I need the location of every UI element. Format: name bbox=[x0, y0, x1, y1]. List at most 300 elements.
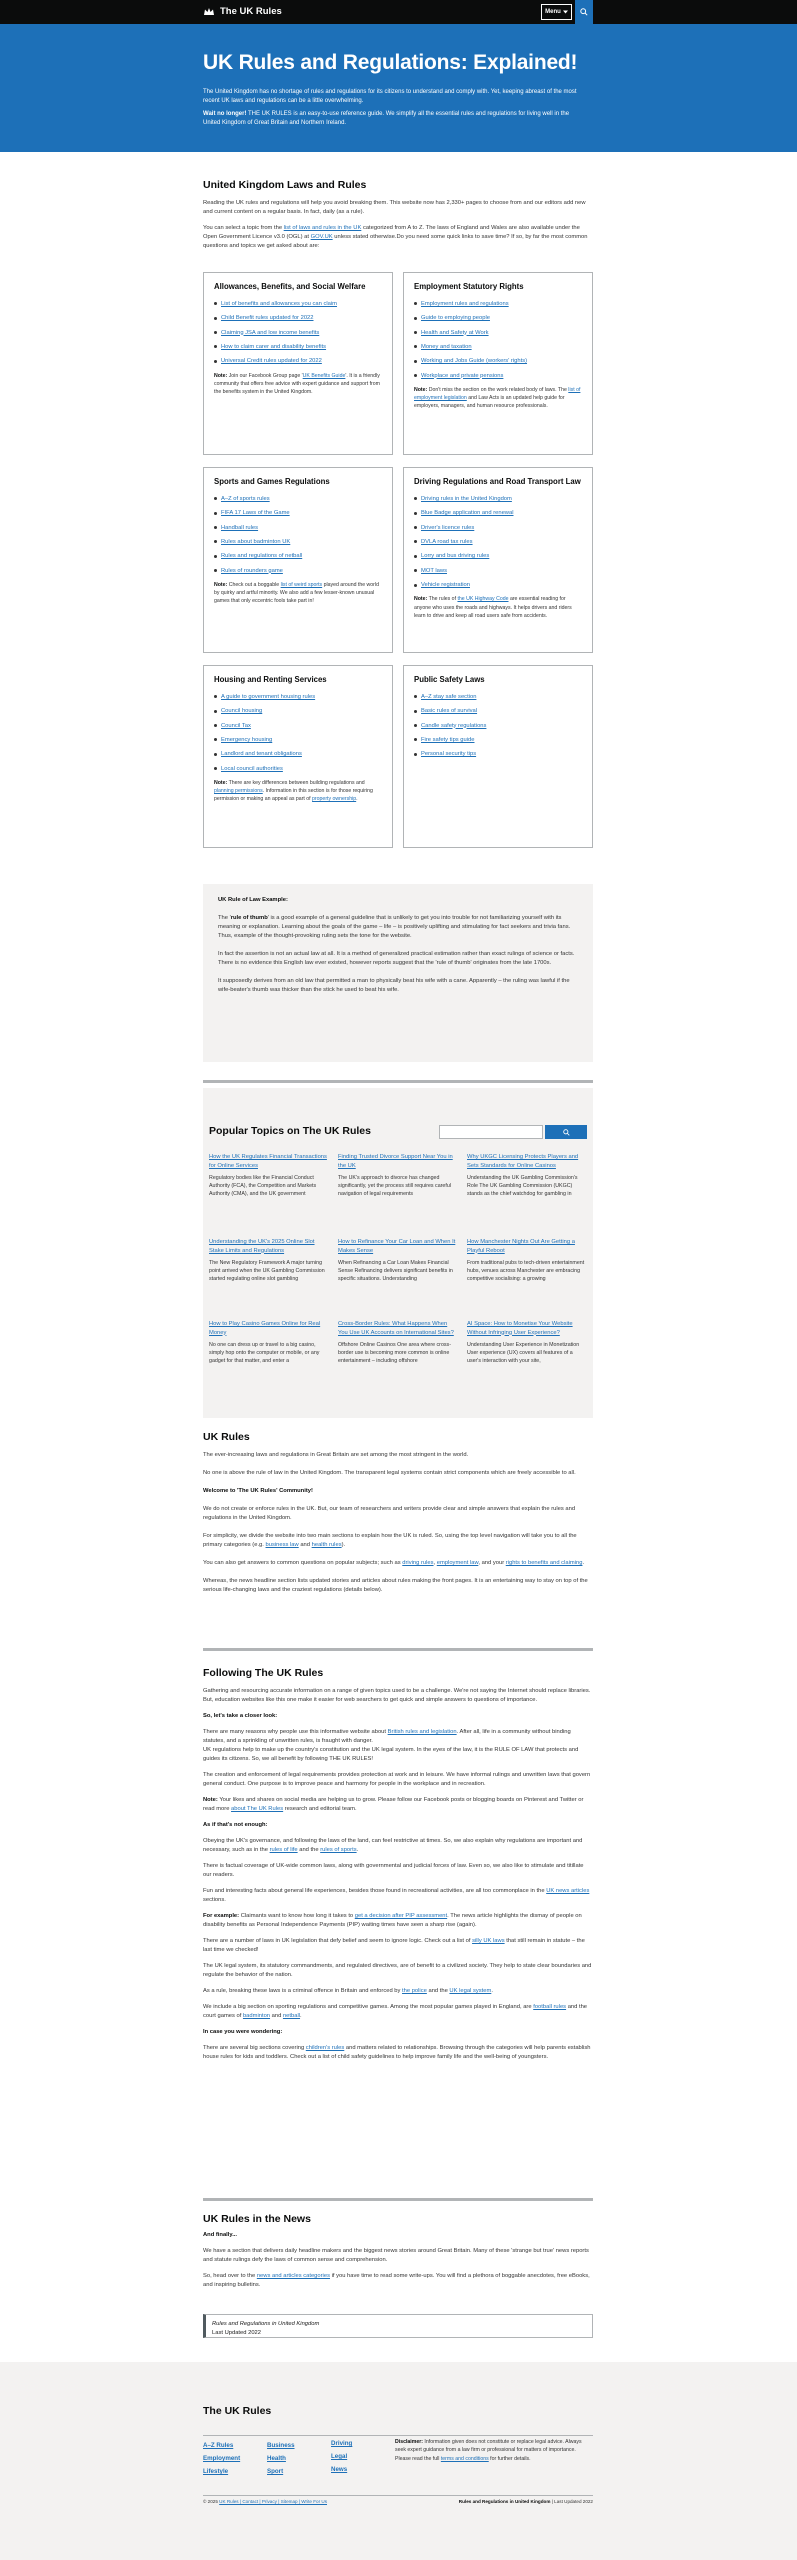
card-link[interactable]: Claiming JSA and low income benefits bbox=[221, 329, 320, 336]
topic-link[interactable]: Cross-Border Rules: What Happens When You Use UK Accounts on International Sites? bbox=[338, 1321, 454, 1336]
list-item bbox=[414, 538, 582, 546]
driving-rules-link[interactable]: driving rules bbox=[402, 1560, 434, 1567]
employment-law-link[interactable]: employment law bbox=[436, 1560, 479, 1567]
topic-desc: No one can dress up or travel to a big casino, simply hop onto the computer or mobile, or any gadget for that matter, and enter a bbox=[209, 1342, 320, 1365]
card-link[interactable]: Rules of rounders game bbox=[221, 567, 283, 574]
divider bbox=[203, 2495, 593, 2496]
list-item bbox=[214, 314, 382, 322]
list-item bbox=[414, 372, 582, 380]
card-link[interactable]: Vehicle registration bbox=[421, 582, 470, 589]
list-item bbox=[414, 707, 582, 715]
card-housing bbox=[203, 665, 393, 848]
topic-link[interactable]: Why UKGC Licensing Protects Players and Sets Standards for Online Casinos bbox=[467, 1154, 579, 1169]
text: . The news article highlights the dismay of people on disability benefits as Personal Independence Payments (PIP) waiting times have seen a sharp rise (again). bbox=[203, 1912, 582, 1928]
crown-icon bbox=[203, 7, 215, 16]
topic-item bbox=[209, 1238, 327, 1313]
list-item bbox=[414, 722, 582, 730]
news-categories-link[interactable]: news and articles categories bbox=[256, 2273, 330, 2280]
text: You can select a topic from the bbox=[203, 225, 284, 232]
topic-item bbox=[467, 1320, 585, 1365]
list-item bbox=[214, 509, 382, 517]
text: are essential reading for anyone who uses the roads and highways. It helps drivers and riders learn to drive and keep all road users safe from accidents. bbox=[414, 596, 572, 619]
topic-item bbox=[467, 1238, 585, 1313]
topic-link[interactable]: How Manchester Nights Out Are Getting a Playful Reboot bbox=[467, 1239, 575, 1254]
card-link[interactable]: Personal security tips bbox=[421, 751, 477, 758]
list-item bbox=[414, 495, 582, 503]
card-link[interactable]: Council Tax bbox=[221, 722, 251, 729]
text: ). bbox=[341, 1542, 346, 1549]
card-link[interactable]: Blue Badge application and renewal bbox=[421, 510, 514, 517]
bold-text: And finally... bbox=[203, 2232, 238, 2239]
uk-rules-section bbox=[203, 1430, 593, 1604]
paragraph bbox=[203, 2028, 593, 2037]
topic-item bbox=[467, 1153, 585, 1231]
hero-banner bbox=[0, 24, 797, 152]
list-item bbox=[414, 736, 582, 744]
card-sports bbox=[203, 467, 393, 653]
legal-system-link[interactable]: UK legal system bbox=[449, 1987, 492, 1994]
card-title: Allowances, Benefits, and Social Welfare bbox=[214, 282, 366, 291]
list-item bbox=[414, 329, 582, 337]
list-item bbox=[214, 329, 382, 337]
list-item bbox=[214, 722, 382, 730]
footer-link[interactable]: A–Z Rules bbox=[203, 2442, 234, 2449]
paragraph bbox=[203, 1487, 593, 1496]
uk-rules-title: UK Rules bbox=[203, 1431, 250, 1443]
card-link[interactable]: Child Benefit rules updated for 2022 bbox=[221, 315, 314, 322]
text: . bbox=[300, 2012, 302, 2019]
news-title: UK Rules in the News bbox=[203, 2213, 311, 2225]
silly-laws-link[interactable]: silly UK laws bbox=[472, 1937, 505, 1944]
paragraph bbox=[203, 2044, 593, 2062]
paragraph: We do not create or enforce rules in the UK. But, our team of researchers and writers provide clear and simple answers that explain the rules and regulations in the United Kingdom. bbox=[203, 1506, 576, 1522]
footer-column bbox=[331, 2433, 395, 2477]
paragraph: There is factual coverage of UK-wide common laws, along with governmental and judicial forces of law. Even so, we also like to stimulate and titillate our readers. bbox=[203, 1863, 584, 1878]
football-link[interactable]: football rules bbox=[533, 2003, 567, 2010]
bold-text: As if that's not enough: bbox=[203, 1822, 268, 1829]
hero-intro: The United Kingdom has no shortage of rules and regulations for its citizens to understand and comply with. Yet, keeping abreast of the most recent UK laws and regulations can be a little overwhelming. bbox=[203, 89, 577, 105]
paragraph bbox=[203, 1821, 593, 1830]
paragraph: The creation and enforcement of legal requirements provides protection at work and in leisure. We have informal rulings and unwritten laws that govern general conduct. One purpose is to improve peace and harmony for people in the workplace and in recreation. bbox=[203, 1772, 591, 1788]
text: and the court games of bbox=[203, 2003, 588, 2019]
rule-of-law-title bbox=[218, 896, 578, 905]
card-link[interactable]: Money and taxation bbox=[421, 343, 472, 350]
card-link[interactable]: Driver's licence rules bbox=[421, 524, 475, 531]
list-item bbox=[414, 750, 582, 758]
paragraph: The ever-increasing laws and regulations in Great Britain are set among the most stringent in the world. bbox=[203, 1452, 469, 1459]
text: Your likes and shares on social media are helping us to grow. Please follow our Facebook posts or blogging boards on Pinterest and Twitter or read more bbox=[203, 1797, 584, 1813]
list-item bbox=[214, 357, 382, 365]
card-note bbox=[214, 581, 382, 605]
text: For simplicity, we divide the website into two main sections to explain how the UK is ruled. So, using the top level navigation will take you to all the primary categories (e.g. bbox=[203, 1533, 577, 1549]
text: Claimants want to know how long it takes to bbox=[239, 1912, 355, 1919]
bold-text: So, let's take a closer look: bbox=[203, 1713, 278, 1720]
card-title: Driving Regulations and Road Transport Law bbox=[414, 477, 581, 486]
topic-desc: Understanding the UK Gambling Commission's Role The UK Gambling Commission (UKGC) stands as the chief watchdog for gambling in bbox=[467, 1175, 578, 1198]
list-item bbox=[214, 300, 382, 308]
search-icon bbox=[580, 8, 588, 16]
brand-name: The UK Rules bbox=[220, 6, 282, 18]
text: for further details. bbox=[488, 2455, 531, 2462]
text: There are a number of laws in UK legislation that defy belief and seem to ignore logic. Check out a list of bbox=[203, 1937, 473, 1944]
text: . bbox=[582, 1560, 585, 1567]
card-link[interactable]: Local council authorities bbox=[221, 765, 283, 772]
text: Check out a boggable bbox=[227, 582, 281, 589]
list-item bbox=[414, 552, 582, 560]
text: Join our Facebook Group page ' bbox=[227, 372, 303, 379]
text: Obeying the UK's governance, and following the laws of the land, can feel restrictive at times. So, we also explain why regulations are important and necessary, such as in the bbox=[203, 1838, 583, 1854]
note-link[interactable]: the UK Highway Code bbox=[457, 596, 509, 603]
news-section bbox=[203, 2212, 593, 2297]
card-employment bbox=[403, 272, 593, 455]
last-updated-box bbox=[203, 2314, 593, 2338]
topic-item bbox=[338, 1320, 456, 1365]
text: , and your bbox=[478, 1560, 506, 1567]
about-link[interactable]: about The UK Rules bbox=[231, 1806, 284, 1813]
badminton-link[interactable]: badminton bbox=[242, 2012, 271, 2019]
list-item bbox=[214, 524, 382, 532]
paragraph bbox=[203, 1987, 593, 1996]
topic-link[interactable]: Understanding the UK's 2025 Online Slot Stake Limits and Regulations bbox=[209, 1239, 315, 1254]
paragraph: Gathering and resourcing accurate information on a range of given topics used to be a challenge. We're not saying the Internet should replace libraries. But, education websites like this one make it easier for web searchers to get quick and simple answers to questions of importance. bbox=[203, 1688, 591, 1704]
list-item bbox=[414, 693, 582, 701]
footer-nav bbox=[203, 2433, 395, 2477]
hero-text: THE UK RULES is an easy-to-use reference guide. We simplify all the essential rules and regulations for living well in the United Kingdom of Great Britain and Northern Ireland. bbox=[203, 111, 570, 127]
text: Fun and interesting facts about general life experiences, besides those found in recreational activities, are all too commonplace in the bbox=[203, 1887, 547, 1894]
card-link[interactable]: How to claim carer and disability benefits bbox=[221, 343, 327, 350]
topic-desc: From traditional pubs to tech-driven entertainment hubs, venues across Manchester are embracing competitive socialising: a growing bbox=[467, 1260, 585, 1283]
card-note bbox=[214, 372, 382, 396]
paragraph bbox=[203, 2231, 593, 2240]
footer-link[interactable]: Sport bbox=[267, 2467, 284, 2475]
benefits-link[interactable]: rights to benefits and claiming bbox=[505, 1560, 583, 1567]
text: As a rule, breaking these laws is a criminal offence in Britain and enforced by bbox=[203, 1987, 403, 1994]
pip-link[interactable]: get a decision after PIP assessment bbox=[354, 1912, 448, 1919]
card-note bbox=[214, 779, 382, 803]
paragraph bbox=[203, 1837, 593, 1855]
popular-search bbox=[439, 1125, 587, 1139]
list-item bbox=[214, 495, 382, 503]
text: The rules of bbox=[427, 596, 458, 603]
card-link[interactable]: A–Z of sports rules bbox=[221, 495, 270, 502]
card-link[interactable]: Emergency housing bbox=[221, 736, 273, 743]
divider bbox=[203, 2198, 593, 2201]
text: | Last Updated 2022 bbox=[550, 2499, 593, 2504]
card-link[interactable]: Lorry and bus driving rules bbox=[421, 553, 490, 560]
note-label: Note: bbox=[414, 387, 428, 394]
paragraph: The UK legal system, its statutory commandments, and regulated directives, are of benefit to a civilized society. They help to state clear boundaries and regulate the behavior of the nation. bbox=[203, 1962, 592, 1978]
topic-desc: The UK's approach to divorce has changed significantly, yet the process still requires careful navigation of legal requirements bbox=[338, 1175, 451, 1198]
search-icon bbox=[563, 1129, 570, 1136]
list-item bbox=[214, 567, 382, 575]
paragraph bbox=[203, 1796, 593, 1814]
card-link[interactable]: Rules about badminton UK bbox=[221, 538, 291, 545]
text: . bbox=[356, 796, 358, 803]
list-item bbox=[214, 750, 382, 758]
paragraph bbox=[203, 2003, 593, 2021]
text: , bbox=[433, 1560, 437, 1567]
card-title: Sports and Games Regulations bbox=[214, 477, 330, 486]
card-link[interactable]: A–Z stay safe section bbox=[421, 693, 477, 700]
text: '. It is a friendly community that offers free advice with expert guidance and support from the benefits system in the United Kingdom. bbox=[214, 372, 380, 395]
list-item bbox=[414, 509, 582, 517]
note-label: Note: bbox=[214, 582, 228, 589]
list-item bbox=[414, 357, 582, 365]
popular-title: Popular Topics on The UK Rules bbox=[209, 1125, 371, 1137]
footer-link[interactable]: Business bbox=[267, 2442, 295, 2449]
card-driving bbox=[403, 467, 593, 653]
laws-list-link[interactable]: list of laws and rules in the UK bbox=[283, 225, 362, 232]
bold-text: In case you were wondering: bbox=[203, 2028, 283, 2035]
text: that still remain in statute – the last time we checked! bbox=[203, 1937, 585, 1953]
note-label: Note: bbox=[414, 596, 428, 603]
paragraph: Whereas, the news headline section lists updated stories and articles about rules making the front pages. It is an entertaining way to stay on top of the serious life-changing laws and the craziest regulations (details below). bbox=[203, 1578, 588, 1594]
menu-label: Menu bbox=[545, 8, 561, 15]
card-note bbox=[414, 595, 582, 619]
rules-of-sports-link[interactable]: rules of sports bbox=[320, 1847, 357, 1854]
paragraph: UK regulations help to make up the country's constitution and the UK legal system. In the eyes of the law, it is the RULE OF LAW that protects and guides its citizens. So, we all benefit by following THE UK RULES! bbox=[203, 1747, 579, 1763]
rule-paragraph: In fact the assertion is not an actual law at all. It is a method of generalized practical estimation rather than exact rulings of science or facts. There is no evidence this English law ever existed, however reports suggest that the 'rule of thumb' originates from the late 1700s. bbox=[218, 950, 575, 966]
hero-paragraph bbox=[203, 110, 588, 128]
footer-link[interactable]: Lifestyle bbox=[203, 2467, 229, 2475]
text: There are several big sections covering bbox=[203, 2044, 306, 2051]
gov-uk-link[interactable]: GOV.UK bbox=[310, 234, 333, 241]
footer-column bbox=[203, 2433, 267, 2477]
list-item bbox=[214, 343, 382, 351]
topic-item bbox=[338, 1238, 456, 1313]
text: There are many reasons why people use this informative website about bbox=[203, 1729, 388, 1736]
card-public-safety bbox=[403, 665, 593, 848]
text: There are key differences between building regulations and bbox=[227, 780, 365, 787]
note-link[interactable]: planning permissions bbox=[214, 788, 263, 795]
card-link[interactable]: Candle safety regulations bbox=[421, 722, 487, 729]
list-item bbox=[414, 524, 582, 532]
topic-cards bbox=[203, 272, 593, 848]
text: . Information in this section is for those requiring permission or making an appeal as part of bbox=[214, 788, 373, 803]
topic-link[interactable]: AI Space: How to Monetise Your Website Without Infringing User Experience? bbox=[467, 1321, 573, 1336]
rule-paragraph bbox=[218, 914, 578, 941]
list-item bbox=[414, 314, 582, 322]
terms-link[interactable]: terms and conditions bbox=[440, 2455, 489, 2462]
card-link[interactable]: Fire safety tips guide bbox=[421, 736, 475, 743]
text: unless stated otherwise.Do you need some quick links to save time? If so, by far the most common questions and topics we get asked about are: bbox=[203, 234, 588, 250]
note-link[interactable]: list of employment legislation bbox=[414, 387, 581, 402]
netball-link[interactable]: netball bbox=[282, 2012, 301, 2019]
text: and bbox=[298, 1542, 312, 1549]
card-link[interactable]: Handball rules bbox=[221, 524, 259, 531]
footer-disclaimer bbox=[395, 2438, 593, 2463]
list-item bbox=[214, 552, 382, 560]
topic-link[interactable]: Finding Trusted Divorce Support Near You in the UK bbox=[338, 1154, 453, 1169]
bold-text: Note: bbox=[203, 1797, 218, 1804]
text: and the bbox=[426, 1987, 450, 1994]
card-link[interactable]: Landlord and tenant obligations bbox=[221, 751, 302, 758]
text: So, head over to the bbox=[203, 2273, 257, 2280]
rules-of-life-link[interactable]: rules of life bbox=[269, 1847, 298, 1854]
card-link[interactable]: Working and Jobs Guide (workers' rights) bbox=[421, 358, 528, 365]
list-item bbox=[214, 765, 382, 773]
footer-updated bbox=[447, 2499, 593, 2506]
note-link[interactable]: list of weird sports bbox=[280, 582, 323, 589]
divider bbox=[203, 1080, 593, 1083]
card-link[interactable]: Driving rules in the United Kingdom bbox=[421, 495, 512, 502]
card-link[interactable]: A guide to government housing rules bbox=[221, 693, 316, 700]
text: and the bbox=[297, 1847, 321, 1854]
popular-search-button[interactable] bbox=[545, 1125, 587, 1139]
paragraph: We have a section that delivers daily headline makers and the biggest news stories around Great Britain. Many of these 'strange but true' news reports and statute rulings defy the laws of common sense and comprehension. bbox=[203, 2248, 589, 2264]
updated-line: Rules and Regulations in United Kingdom bbox=[212, 2321, 320, 2327]
card-link[interactable]: Employment rules and regulations bbox=[421, 300, 509, 307]
footer-link[interactable]: Health bbox=[267, 2454, 286, 2462]
paragraph bbox=[203, 1712, 593, 1721]
text: The ' bbox=[218, 914, 231, 921]
site-header bbox=[0, 0, 797, 24]
text: © 2025 bbox=[203, 2499, 220, 2504]
note-label: Note: bbox=[214, 372, 228, 379]
list-item bbox=[214, 707, 382, 715]
text: played around the world by quirky and artful minority. We also add a few lesser-known unusual games that only eccentric fools take part in! bbox=[214, 582, 379, 605]
text: and matters related to relationships. Browsing through the categories will help parents establish house rules for kids and toddlers. Check out a list of child safety guidelines to help improve family life and the well-being of youngsters. bbox=[203, 2044, 591, 2060]
note-link[interactable]: property ownership bbox=[312, 796, 357, 803]
menu-button[interactable] bbox=[541, 4, 572, 20]
list-item bbox=[414, 343, 582, 351]
card-link[interactable]: Health and Safety at Work bbox=[421, 329, 489, 336]
card-link[interactable]: Rules and regulations of netball bbox=[221, 553, 303, 560]
topic-desc: Regulatory bodies like the Financial Conduct Authority (FCA), the Competition and Markets Authority (CMA), and the UK government bbox=[209, 1175, 317, 1198]
topic-desc: Understanding User Experience in Monetization User experience (UX) covers all features of a user's interaction with your site, bbox=[467, 1342, 580, 1365]
health-rules-link[interactable]: health rules bbox=[311, 1542, 342, 1549]
note-link[interactable]: UK Benefits Guide bbox=[302, 372, 346, 379]
title-text: UK Rule of Law Example: bbox=[218, 897, 288, 903]
footer-column bbox=[267, 2433, 331, 2477]
topic-desc: Offshore Online Casinos One area where cross-border use is becoming more common is online entertainment – including offshore bbox=[338, 1342, 451, 1365]
card-link[interactable]: Workplace and private pensions bbox=[421, 372, 504, 379]
paragraph bbox=[203, 1937, 593, 1955]
card-link[interactable]: Basic rules of survival bbox=[421, 708, 478, 715]
topic-link[interactable]: How to Play Casino Games Online for Real Money bbox=[209, 1321, 321, 1336]
footer-link[interactable]: News bbox=[331, 2465, 348, 2473]
list-item bbox=[414, 300, 582, 308]
paragraph bbox=[203, 1532, 593, 1550]
chevron-down-icon bbox=[563, 10, 568, 14]
card-link[interactable]: List of benefits and allowances you can claim bbox=[221, 300, 338, 307]
text: . After all, life in a community without binding statutes, and a sprinkling of unwritten rules, is fraught with danger. bbox=[203, 1729, 571, 1745]
bold-text: For example: bbox=[203, 1912, 240, 1919]
bold-text: rule of thumb bbox=[230, 914, 268, 921]
footer-link[interactable]: Driving bbox=[331, 2440, 353, 2447]
topic-item bbox=[338, 1153, 456, 1231]
text: sections. bbox=[203, 1896, 226, 1903]
card-link[interactable]: Universal Credit rules updated for 2022 bbox=[221, 358, 322, 365]
text: You can also get answers to common questions on popular subjects; such as bbox=[203, 1560, 403, 1567]
card-link[interactable]: MOT laws bbox=[421, 567, 447, 574]
note-label: Note: bbox=[214, 780, 228, 787]
card-link[interactable]: Council housing bbox=[221, 708, 263, 715]
card-link[interactable]: Guide to employing people bbox=[421, 315, 490, 322]
card-benefits bbox=[203, 272, 393, 455]
card-title: Public Safety Laws bbox=[414, 675, 485, 684]
text: . bbox=[356, 1847, 359, 1854]
topic-item bbox=[209, 1320, 327, 1365]
text: . bbox=[491, 1987, 493, 1994]
following-section bbox=[203, 1666, 593, 2069]
laws-title: United Kingdom Laws and Rules bbox=[203, 179, 367, 191]
topic-link[interactable]: How the UK Regulates Financial Transactions for Online Services bbox=[209, 1154, 327, 1169]
british-rules-link[interactable]: British rules and legislation bbox=[387, 1729, 457, 1736]
paragraph bbox=[203, 1912, 593, 1930]
topic-desc: The New Regulatory Framework A major turning point arrived when the UK Gambling Commission started regulating online slot gambling bbox=[209, 1260, 325, 1283]
text: research and editorial team. bbox=[283, 1806, 357, 1813]
site-footer bbox=[0, 2362, 797, 2560]
footer-brand: The UK Rules bbox=[203, 2405, 272, 2417]
text: We include a big section on sporting regulations and competitive games. Among the most popular games played in England, are bbox=[203, 2003, 534, 2010]
hero-bold: Wait no longer! bbox=[203, 111, 247, 118]
card-title: Housing and Renting Services bbox=[214, 675, 327, 684]
text: ' is a good example of a general guideline that is unlikely to get you into trouble for not familiarizing yourself with its meaning or explanation. Learning about the goals of the game – life – is positively uplifting and stimulating for fact seekers and trivia fans. Thus, example of the thought-provoking ruling sets the tone for the website. bbox=[218, 914, 571, 939]
topic-desc: When Refinancing a Car Loan Makes Financial Sense Refinancing delivers significant benefits in specific situations. Understanding bbox=[338, 1260, 453, 1283]
police-link[interactable]: the police bbox=[402, 1987, 427, 1994]
topic-item bbox=[209, 1153, 327, 1231]
popular-search-input[interactable] bbox=[439, 1125, 543, 1139]
card-link[interactable]: DVLA road tax rules bbox=[421, 538, 473, 545]
text: Information given does not constitute or replace legal advice. Always seek expert guidance from a law firm or professional for matters of importance. Please read the full bbox=[395, 2439, 582, 2462]
list-item bbox=[214, 538, 382, 546]
list-item bbox=[414, 581, 582, 589]
divider bbox=[203, 1648, 593, 1651]
popular-topics bbox=[203, 1088, 593, 1418]
footer-copyright bbox=[203, 2499, 327, 2506]
list-item bbox=[214, 693, 382, 701]
list-item bbox=[214, 736, 382, 744]
text: and bbox=[270, 2012, 283, 2019]
footer-link[interactable]: Employment bbox=[203, 2454, 241, 2462]
topic-link[interactable]: How to Refinance Your Car Loan and When It Makes Sense bbox=[338, 1239, 456, 1254]
laws-section bbox=[203, 178, 593, 258]
paragraph: No one is above the rule of law in the United Kingdom. The transparent legal systems contain strict components which are freely accessible to all. bbox=[203, 1470, 576, 1477]
text: and Law Acts is an updated help guide for employers, managers, and human resource professionals. bbox=[414, 395, 565, 410]
footer-links[interactable]: UK Rules | Contact | Privacy | Sitemap | Write For Us bbox=[219, 2499, 327, 2504]
text: categorized from A to Z. The laws of England and Wales are also available under the Open Government Licence v3.0 (OGL) at bbox=[203, 225, 580, 241]
paragraph bbox=[203, 1728, 593, 1746]
business-law-link[interactable]: business law bbox=[265, 1542, 299, 1549]
list-item bbox=[414, 567, 582, 575]
paragraph bbox=[203, 2272, 593, 2290]
news-articles-link[interactable]: UK news articles bbox=[546, 1887, 590, 1894]
paragraph bbox=[203, 1559, 593, 1568]
card-link[interactable]: FIFA 17 Laws of the Game bbox=[221, 510, 290, 517]
laws-intro: Reading the UK rules and regulations will help you avoid breaking them. This website now has 2,330+ pages to choose from and our editors add new and current content on a regular basis. In fact, daily (as a rule). bbox=[203, 200, 586, 216]
site-logo[interactable] bbox=[203, 5, 282, 19]
childrens-rules-link[interactable]: children's rules bbox=[305, 2044, 345, 2051]
bold-text: Welcome to 'The UK Rules' Community! bbox=[203, 1488, 313, 1495]
text: if you have time to read some write-ups. You will find a plethora of boggable anecdotes, free eBooks, and inspiring bulletins. bbox=[203, 2273, 590, 2289]
updated-date: Last Updated 2022 bbox=[212, 2329, 261, 2336]
bold-text: Rules and Regulations in United Kingdom bbox=[458, 2499, 551, 2504]
card-note bbox=[414, 386, 582, 410]
rule-paragraph: It supposedly derives from an old law that permitted a man to physically beat his wife with a cane. Apparently – the ruling was lawful if the wife-beater's thumb was thicker than the stick he used to beat his wife. bbox=[218, 977, 570, 993]
paragraph bbox=[203, 1887, 593, 1905]
text: Don't miss the section on the work related body of laws. The bbox=[427, 387, 569, 394]
laws-topics bbox=[203, 224, 593, 251]
footer-link[interactable]: Legal bbox=[331, 2452, 348, 2460]
popular-header bbox=[209, 1116, 587, 1139]
bold-text: Disclaimer: bbox=[395, 2439, 423, 2445]
card-title: Employment Statutory Rights bbox=[414, 282, 524, 291]
following-title: Following The UK Rules bbox=[203, 1667, 324, 1679]
search-button[interactable] bbox=[575, 0, 593, 24]
page-title: UK Rules and Regulations: Explained! bbox=[203, 51, 578, 74]
rule-of-law-box bbox=[203, 884, 593, 1062]
